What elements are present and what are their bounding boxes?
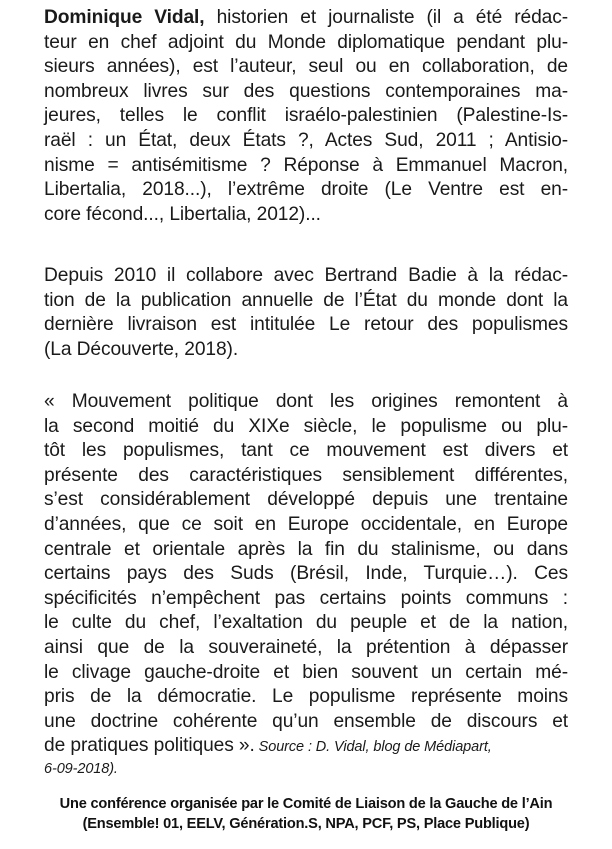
bio-line: sieurs années), est l’auteur, seul ou en collaboration, de (44, 56, 568, 78)
collab-line: (La Découverte, 2018). (44, 338, 239, 360)
bio-line: nombreux livres sur des questions contemporaines ma- (44, 80, 568, 102)
collab-paragraph (44, 264, 568, 362)
bio-line (44, 6, 568, 31)
quote-line: pris de la démocratie. Le populisme représente moins (44, 686, 568, 708)
quote-source-date: 6-09-2018). (44, 760, 118, 777)
quote-line: centrale et orientale après la fin du stalinisme, ou dans (44, 538, 568, 560)
bio-line: raël : un État, deux États ?, Actes Sud, 2011 ; Antisio- (44, 129, 568, 151)
bio-line-text: historien et journaliste (il a été rédac- (204, 7, 569, 28)
quote-end-text: de pratiques politiques ». (44, 735, 255, 757)
quote-line: la second moitié du XIXe siècle, le populisme ou plu- (44, 415, 568, 437)
collab-line: dernière livraison est intitulée Le retour des populismes (44, 314, 568, 336)
quote-line: « Mouvement politique dont les origines remontent à (44, 391, 568, 412)
footer-line-1: Une conférence organisée par le Comité de Liaison de la Gauche de l’Ain (59, 796, 553, 812)
quote-paragraph (44, 390, 568, 778)
bio-paragraph (44, 6, 568, 227)
quote-line: le culte du chef, l’exaltation du peuple et de la nation, (44, 612, 568, 634)
bio-line: core fécond..., Libertalia, 2012)... (44, 203, 321, 225)
quote-line: spécificités n’empêchent pas certains points communs : (44, 587, 568, 609)
bio-line: jeures, telles le conflit israélo-palestinien (Palestine-Is- (44, 105, 568, 127)
footer-line-2: (Ensemble! 01, EELV, Génération.S, NPA, PCF, PS, Place Publique) (82, 816, 530, 832)
bio-line: nisme = antisémitisme ? Réponse à Emmanuel Macron, (44, 154, 568, 176)
quote-line: ainsi que de la souveraineté, la prétention à dépasser (44, 636, 568, 658)
quote-source: Source : D. Vidal, blog de Médiapart, (254, 739, 492, 756)
bio-line: teur en chef adjoint du Monde diplomatique pendant plu- (44, 31, 568, 53)
quote-line: le clivage gauche-droite et bien souvent un certain mé- (44, 661, 568, 683)
quote-line: tôt les populismes, tant ce mouvement est divers et (44, 440, 568, 462)
quote-line: s’est considérablement développé depuis une trentaine (44, 489, 568, 511)
quote-last-line (44, 734, 568, 760)
quote-line: certains pays des Suds (Brésil, Inde, Turquie…). Ces (44, 563, 568, 585)
bio-line: Libertalia, 2018...), l’extrême droite (Le Ventre est en- (44, 179, 568, 201)
quote-line: présente des caractéristiques sensiblement différentes, (44, 464, 568, 486)
footer-organizers (0, 794, 612, 834)
collab-line: Depuis 2010 il collabore avec Bertrand Badie à la rédac- (44, 265, 568, 286)
collab-line: tion de la publication annuelle de l’État du monde dont la (44, 289, 568, 311)
quote-line: d’années, que ce soit en Europe occidentale, en Europe (44, 513, 568, 535)
quote-line: une doctrine cohérente qu’un ensemble de discours et (44, 710, 568, 732)
author-name: Dominique Vidal, (44, 7, 205, 28)
